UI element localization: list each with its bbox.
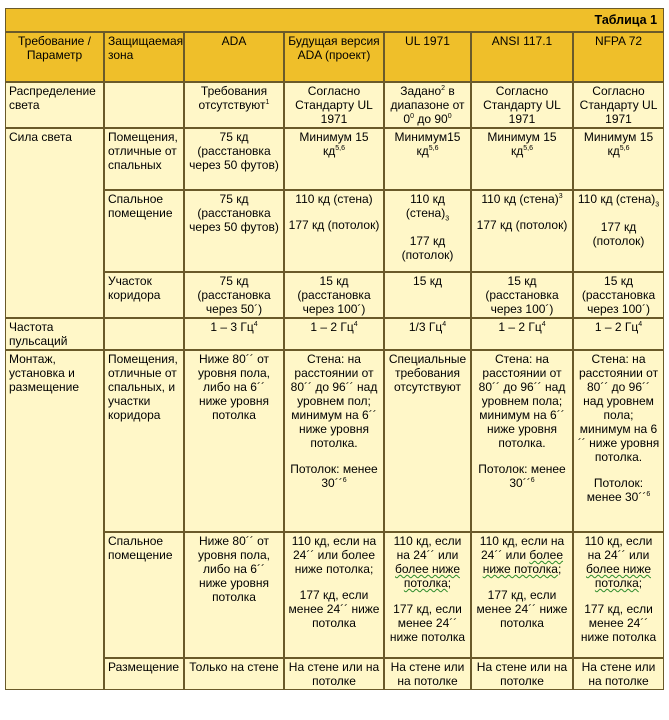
ansi-cell: На стене или на потолке bbox=[471, 658, 573, 690]
future-cell: Минимум 15 кд$^{5,6}$ bbox=[284, 128, 384, 190]
future-cell: На стене или на потолке bbox=[284, 658, 384, 690]
nfpa-cell: 15 кд (расстановка через 100´) bbox=[573, 272, 664, 318]
zone-cell: Размещение bbox=[104, 658, 184, 690]
zone-cell: Помещения, отличные от спальных bbox=[104, 128, 184, 190]
table-row bbox=[5, 82, 664, 128]
param-cell: Частота пульсаций bbox=[5, 318, 104, 350]
ul-cell: Специальные требования отсутствуют bbox=[384, 350, 471, 532]
future-cell: 110 кд (стена) 177 кд (потолок) bbox=[284, 190, 384, 272]
header-ada: ADA bbox=[184, 32, 284, 82]
header-ul1971: UL 1971 bbox=[384, 32, 471, 82]
ansi-cell: Согласно Стандарту UL 1971 bbox=[471, 82, 573, 128]
param-cell: Распределение света bbox=[5, 82, 104, 128]
table-row bbox=[5, 350, 664, 532]
ada-cell: 75 кд (расстановка через 50 футов) bbox=[184, 190, 284, 272]
ansi-cell: 110 кд, если на 24´´ или более ниже потолка; 177 кд, если менее 24´´ ниже потолка bbox=[471, 532, 573, 658]
header-future-ada: Будущая версия ADA (проект) bbox=[284, 32, 384, 82]
ansi-cell: 110 кд (стена)$^3$ 177 кд (потолок) bbox=[471, 190, 573, 272]
ada-cell: Требования отсутствуют$^1$ bbox=[184, 82, 284, 128]
zone-cell bbox=[104, 318, 184, 350]
ansi-cell: 1 – 2 $Гц^4$ bbox=[471, 318, 573, 350]
ul-cell: 110 кд, если на 24´´ или более ниже потолка; 177 кд, если менее 24´´ ниже потолка bbox=[384, 532, 471, 658]
ada-cell: Ниже 80´´ от уровня пола, либо на 6´´ ниже уровня потолка bbox=[184, 350, 284, 532]
ada-cell: Ниже 80´´ от уровня пола, либо на 6´´ ниже уровня потолка bbox=[184, 532, 284, 658]
zone-cell bbox=[104, 82, 184, 128]
ada-cell: 75 кд (расстановка через 50 футов) bbox=[184, 128, 284, 190]
param-cell: Монтаж, установка и размещение bbox=[5, 350, 104, 690]
future-cell: Стена: на расстоянии от 80´´ до 96´´ над уровнем пол; минимум на 6´´ ниже уровня потолка. Потолок: менее 30´´$^6$ bbox=[284, 350, 384, 532]
header-param: Требование / Параметр bbox=[5, 32, 104, 82]
ul-cell: Задано$^2$ в диапазоне от $0^0$ до $90^0$ bbox=[384, 82, 471, 128]
nfpa-cell: 110 кд $(стена)_3$ 177 кд (потолок) bbox=[573, 190, 664, 272]
ansi-cell: Стена: на расстоянии от 80´´ до 96´´ над уровнем пола; минимум на 6´´ ниже уровня потолка. Потолок: менее 30´´$^6$ bbox=[471, 350, 573, 532]
nfpa-cell: Согласно Стандарту UL 1971 bbox=[573, 82, 664, 128]
requirements-table-container bbox=[5, 8, 664, 690]
param-cell: Сила света bbox=[5, 128, 104, 318]
table-row bbox=[5, 532, 664, 658]
future-cell: 15 кд (расстановка через 100´) bbox=[284, 272, 384, 318]
table-row bbox=[5, 272, 664, 318]
nfpa-cell: 1 – 2 $Гц^4$ bbox=[573, 318, 664, 350]
future-cell: 110 кд, если на 24´´ или более ниже потолка; 177 кд, если менее 24´´ ниже потолка bbox=[284, 532, 384, 658]
ul-cell: Минимум15 кд$^{5,6}$ bbox=[384, 128, 471, 190]
header-ansi: ANSI 117.1 bbox=[471, 32, 573, 82]
ada-cell: Только на стене bbox=[184, 658, 284, 690]
header-row bbox=[5, 32, 664, 82]
header-zone: Защищаемая зона bbox=[104, 32, 184, 82]
nfpa-cell: На стене или на потолке bbox=[573, 658, 664, 690]
ansi-cell: Минимум 15 кд$^{5,6}$ bbox=[471, 128, 573, 190]
table-row bbox=[5, 318, 664, 350]
future-cell: 1 – 2 $Гц^4$ bbox=[284, 318, 384, 350]
ansi-cell: 15 кд (расстановка через 100´) bbox=[471, 272, 573, 318]
table-row bbox=[5, 128, 664, 190]
ul-cell: 1/3 $Гц^4$ bbox=[384, 318, 471, 350]
requirements-table bbox=[5, 8, 664, 690]
table-title: Таблица 1 bbox=[5, 8, 664, 32]
zone-cell: Спальное помещение bbox=[104, 532, 184, 658]
table-row bbox=[5, 190, 664, 272]
ul-cell: 110 кд $(стена)_3$ 177 кд (потолок) bbox=[384, 190, 471, 272]
table-title-row bbox=[5, 8, 664, 32]
table-row bbox=[5, 658, 664, 690]
ul-cell: На стене или на потолке bbox=[384, 658, 471, 690]
header-nfpa: NFPA 72 bbox=[573, 32, 664, 82]
nfpa-cell: 110 кд, если на 24´´ или более ниже потолка; 177 кд, если менее 24´´ ниже потолка bbox=[573, 532, 664, 658]
ul-cell: 15 кд bbox=[384, 272, 471, 318]
future-cell: Согласно Стандарту UL 1971 bbox=[284, 82, 384, 128]
zone-cell: Помещения, отличные от спальных, и участки коридора bbox=[104, 350, 184, 532]
ada-cell: 75 кд (расстановка через 50´) bbox=[184, 272, 284, 318]
nfpa-cell: Минимум 15 кд$^{5,6}$ bbox=[573, 128, 664, 190]
zone-cell: Участок коридора bbox=[104, 272, 184, 318]
ada-cell: 1 – 3 $Гц^4$ bbox=[184, 318, 284, 350]
zone-cell: Спальное помещение bbox=[104, 190, 184, 272]
nfpa-cell: Стена: на расстоянии от 80´´ до 96´´ над уровнем пола; минимум на 6´´ ниже уровня потолка. Потолок: менее 30´´$^6$ bbox=[573, 350, 664, 532]
